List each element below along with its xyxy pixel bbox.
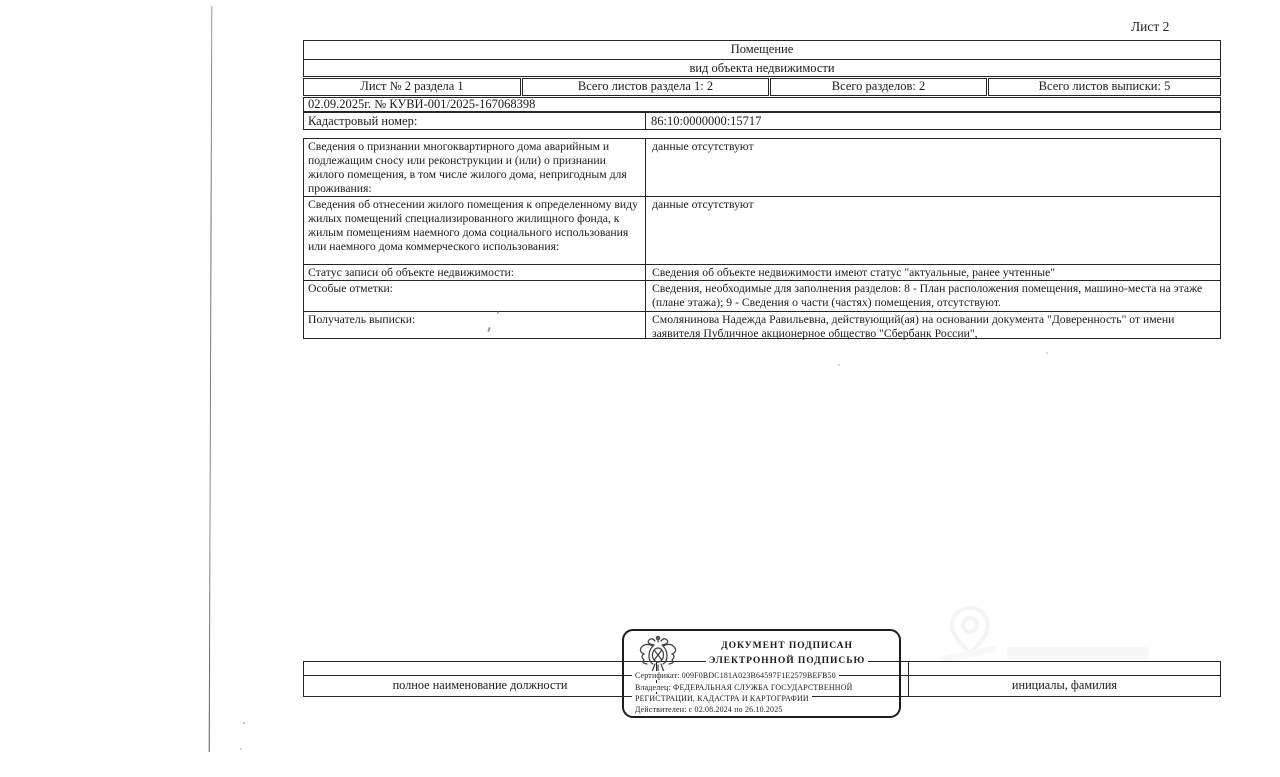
object-type-value: Помещение xyxy=(730,42,794,56)
table-row xyxy=(304,280,1220,311)
scan-speck xyxy=(1046,352,1048,354)
stamp-owner-line1: Владелец: ФЕДЕРАЛЬНАЯ СЛУЖБА ГОСУДАРСТВЕННОЙ xyxy=(632,683,897,692)
table-row xyxy=(304,139,1220,196)
watermark-text-smudge xyxy=(1007,647,1149,660)
table-row xyxy=(304,196,1220,264)
cadastral-number-label: Кадастровый номер: xyxy=(304,113,646,129)
scan-speck xyxy=(243,722,245,724)
row-value-special-notes: Сведения, необходимые для заполнения разделов: 8 - План расположения помещения, машино-места на этаже (плане этажа); 9 - Сведения о части (частях) помещения, отсутствуют. xyxy=(652,282,1203,309)
row-label-extract-recipient: Получатель выписки: xyxy=(304,312,646,338)
row-label-record-status: Статус записи об объекте недвижимости: xyxy=(304,265,646,280)
row-label-special-notes: Особые отметки: xyxy=(304,281,646,311)
watermark xyxy=(945,605,1175,665)
row-value-specialized-housing: данные отсутствуют xyxy=(652,198,754,211)
double-headed-eagle-icon xyxy=(637,634,679,676)
page-fold-scan-line xyxy=(209,6,213,752)
stamp-title-line1: ДОКУМЕНТ ПОДПИСАН xyxy=(682,640,892,651)
signature-position-blank xyxy=(304,662,657,675)
position-caption: полное наименование должности xyxy=(304,676,657,696)
cadastral-number-value: 86:10:0000000:15717 xyxy=(651,114,762,128)
sheet-info-cell-section-total: Всего листов раздела 1: 2 xyxy=(522,78,769,96)
stamp-validity: Действителен: с 02.08.2024 по 26.10.2025 xyxy=(632,705,897,714)
sheet-number-label: Лист 2 xyxy=(1131,19,1170,34)
details-table xyxy=(303,138,1221,339)
row-value-extract-recipient: Смолянинова Надежда Равильевна, действующий(ая) на основании документа "Доверенность" от имени заявителя Публичное акционерное общество "Сбербанк России", xyxy=(652,313,1175,340)
cadastral-number-row xyxy=(303,112,1221,130)
row-value-emergency-status: данные отсутствуют xyxy=(652,140,754,153)
scan-speck xyxy=(497,311,499,314)
sheet-info-row xyxy=(303,78,1221,96)
name-caption: инициалы, фамилия xyxy=(1011,678,1118,692)
sheet-info-cell-sections-total: Всего разделов: 2 xyxy=(770,78,987,96)
scan-speck xyxy=(838,364,840,366)
request-date-number: 02.09.2025г. № КУВИ-001/2025-167068398 xyxy=(303,97,1221,112)
sheet-info-cell-section-sheet: Лист № 2 раздела 1 xyxy=(303,78,521,96)
stamp-certificate: Сертификат: 009F0BDC181A023B64597F1E2579BEFB50 xyxy=(632,671,897,680)
signature-name-blank xyxy=(909,662,1220,675)
object-type-caption: вид объекта недвижимости xyxy=(304,59,1220,77)
stamp-title-line2: ЭЛЕКТРОННОЙ ПОДПИСЬЮ xyxy=(682,655,892,666)
table-row xyxy=(304,264,1220,280)
object-type-box xyxy=(303,40,1221,77)
scan-speck xyxy=(240,748,242,750)
stamp-owner-line2: РЕГИСТРАЦИИ, КАДАСТРА И КАРТОГРАФИИ xyxy=(632,694,897,703)
row-value-record-status: Сведения об объекте недвижимости имеют статус "актуальные, ранее учтенные" xyxy=(652,266,1056,279)
row-label-specialized-housing: Сведения об отнесении жилого помещения к определенному виду жилых помещений специализированного жилищного фонда, к жилым помещениям наемного дома социального использования или наемного дома коммерческого использования: xyxy=(304,197,646,264)
electronic-signature-stamp xyxy=(622,629,901,718)
sheet-info-cell-extract-total: Всего листов выписки: 5 xyxy=(988,78,1221,96)
row-label-emergency-status: Сведения о признании многоквартирного дома аварийным и подлежащим сносу или реконструкции и (или) о признании жилого помещения, в том числе жилого дома, непригодным для проживания: xyxy=(304,139,646,196)
table-row xyxy=(304,311,1220,338)
